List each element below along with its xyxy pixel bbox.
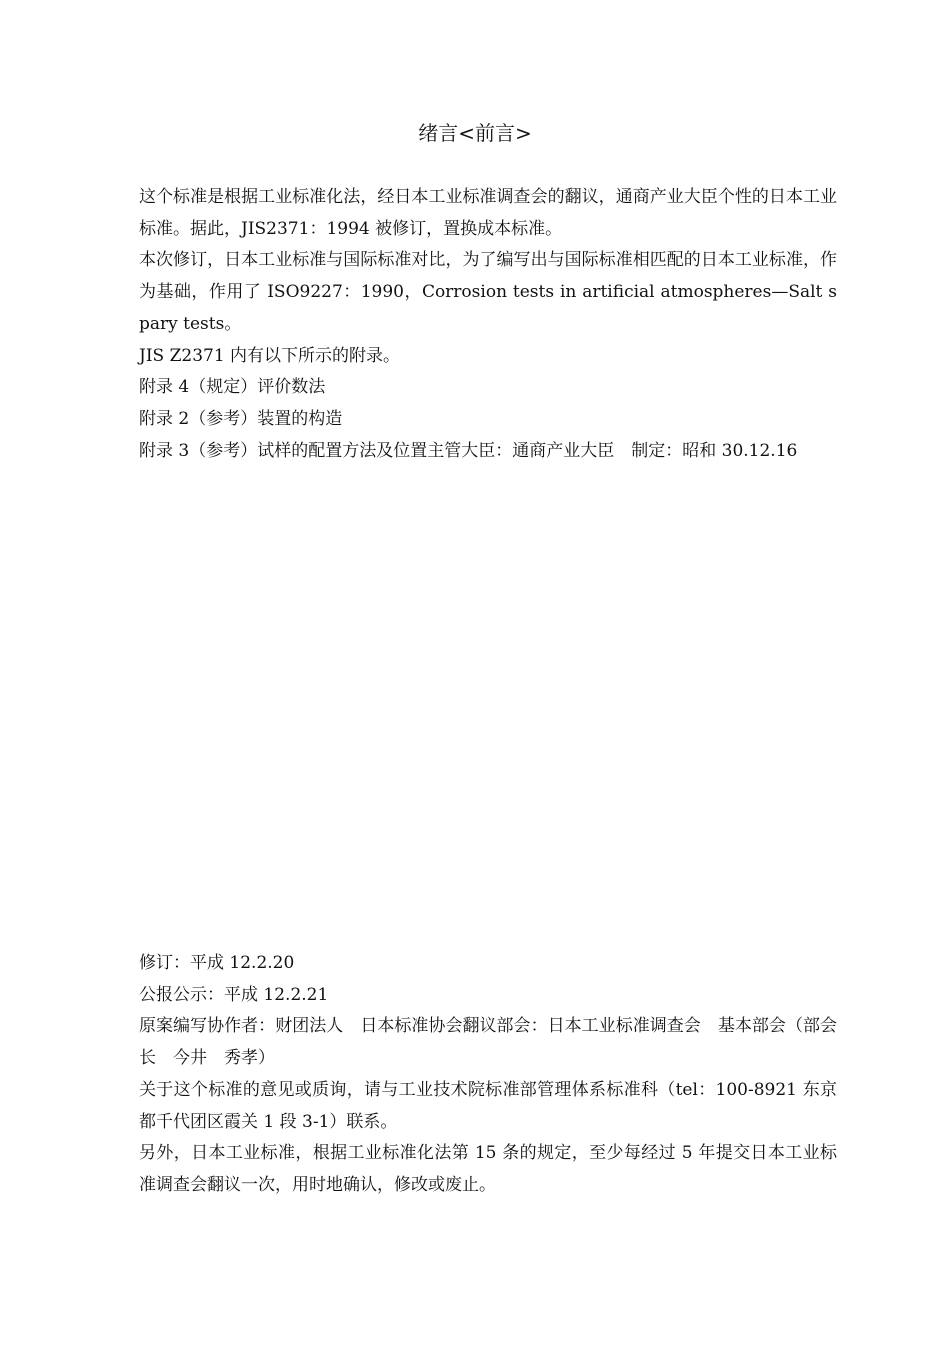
revision-date: 修订：平成 12.2.20 bbox=[139, 953, 295, 973]
appendix-item-2: 附录 2（参考）装置的构造 bbox=[139, 408, 343, 429]
paragraph-revision-basis: 这个标准是根据工业标准化法，经日本工业标准调查会的翻议，通商产业大臣个性的日本工业标准。据此，JIS2371：1994 被修订，置换成本标准。 bbox=[139, 187, 837, 239]
paragraph-iso-reference: 本次修订，日本工业标准与国际标准对比，为了编写出与国际标准相匹配的日本工业标准，作为基础，作用了 ISO9227：1990，Corrosion tests in artificial atmospheres—Salt spary tests。 bbox=[139, 250, 837, 334]
publication-date: 公报公示：平成 12.2.21 bbox=[139, 984, 329, 1005]
appendix-item-4: 附录 4（规定）评价数法 bbox=[139, 377, 326, 398]
contact-info: 关于这个标准的意见或质询，请与工业技术院标准部管理体系标准科（tel：100-8921 东京都千代团区霞关 1 段 3-1）联系。 bbox=[139, 1079, 837, 1132]
appendix-item-3: 附录 3（参考）试样的配置方法及位置主管大臣：通商产业大臣 制定：昭和 30.12.16 bbox=[139, 440, 798, 461]
draft-collaborators: 原案编写协作者：财团法人 日本标准协会翻议部会：日本工业标准调查会 基本部会（部会长 今井 秀孝） bbox=[139, 1016, 837, 1069]
bottom-text-block bbox=[139, 948, 837, 1202]
review-notice: 另外，日本工业标准，根据工业标准化法第 15 条的规定，至少每经过 5 年提交日本工业标准调查会翻议一次，用时地确认，修改或废止。 bbox=[139, 1143, 837, 1195]
paragraph-appendix-intro: JIS Z2371 内有以下所示的附录。 bbox=[139, 345, 401, 366]
document-title: 绪言<前言> bbox=[418, 121, 532, 145]
top-text-block bbox=[139, 182, 837, 467]
